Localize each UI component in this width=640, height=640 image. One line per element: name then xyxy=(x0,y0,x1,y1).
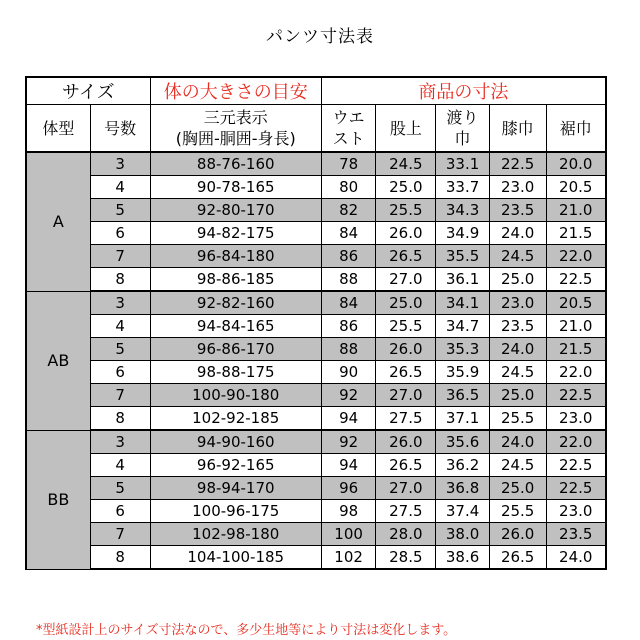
thigh-width-cell: 38.6 xyxy=(436,546,490,570)
rise-cell: 27.0 xyxy=(376,477,436,500)
waist-cell: 86 xyxy=(321,315,376,338)
rise-cell: 25.5 xyxy=(376,199,436,222)
waist-header xyxy=(321,105,376,153)
waist-cell: 92 xyxy=(321,384,376,407)
table-row xyxy=(26,199,606,222)
rise-cell: 27.5 xyxy=(376,407,436,431)
number-cell: 6 xyxy=(90,361,150,384)
thigh-width-cell: 36.2 xyxy=(436,454,490,477)
sangen-cell: 102-92-185 xyxy=(150,407,321,431)
number-cell: 3 xyxy=(90,152,150,176)
thigh-width-cell: 36.1 xyxy=(436,268,490,292)
waist-cell: 82 xyxy=(321,199,376,222)
waist-cell: 98 xyxy=(321,500,376,523)
hem-width-cell: 22.0 xyxy=(546,430,606,454)
thigh-width-cell: 34.1 xyxy=(436,291,490,315)
table-row xyxy=(26,546,606,570)
knee-width-cell: 25.0 xyxy=(489,477,546,500)
thigh-width-cell: 34.7 xyxy=(436,315,490,338)
table-row xyxy=(26,477,606,500)
waist-cell: 90 xyxy=(321,361,376,384)
hem-width-cell: 20.5 xyxy=(546,291,606,315)
waist-cell: 94 xyxy=(321,407,376,431)
thigh-width-cell: 36.5 xyxy=(436,384,490,407)
waist-cell: 92 xyxy=(321,430,376,454)
footnote: *型紙設計上のサイズ寸法なので、多少生地等により寸法は変化します。 xyxy=(36,623,457,638)
hem-width-cell: 22.5 xyxy=(546,454,606,477)
number-cell: 8 xyxy=(90,546,150,570)
hem-width-cell: 21.0 xyxy=(546,315,606,338)
thigh-width-cell: 37.4 xyxy=(436,500,490,523)
number-cell: 6 xyxy=(90,500,150,523)
thigh-width-cell: 35.5 xyxy=(436,245,490,268)
table-row xyxy=(26,176,606,199)
hem-width-cell: 23.0 xyxy=(546,500,606,523)
thigh-width-cell: 33.7 xyxy=(436,176,490,199)
table-row xyxy=(26,245,606,268)
waist-cell: 102 xyxy=(321,546,376,570)
sangen-cell: 88-76-160 xyxy=(150,152,321,176)
body-type-cell: A xyxy=(26,152,90,291)
rise-cell: 26.0 xyxy=(376,222,436,245)
rise-cell: 27.0 xyxy=(376,384,436,407)
sangen-cell: 92-82-160 xyxy=(150,291,321,315)
rise-cell: 28.0 xyxy=(376,523,436,546)
sangen-cell: 94-90-160 xyxy=(150,430,321,454)
waist-header-line1: ウエ xyxy=(332,108,365,127)
knee-width-cell: 23.5 xyxy=(489,315,546,338)
table-row xyxy=(26,430,606,454)
hem-width-cell: 20.0 xyxy=(546,152,606,176)
waist-header-line2: スト xyxy=(332,129,365,148)
number-cell: 4 xyxy=(90,176,150,199)
sangen-cell: 98-86-185 xyxy=(150,268,321,292)
knee-width-cell: 24.0 xyxy=(489,222,546,245)
thigh-width-cell: 35.6 xyxy=(436,430,490,454)
body-type-cell: BB xyxy=(26,430,90,569)
number-cell: 5 xyxy=(90,477,150,500)
number-cell: 7 xyxy=(90,523,150,546)
thigh-width-header-line1: 渡り xyxy=(446,108,479,127)
thigh-width-cell: 37.1 xyxy=(436,407,490,431)
knee-width-cell: 23.0 xyxy=(489,176,546,199)
rise-cell: 26.0 xyxy=(376,338,436,361)
hem-width-cell: 21.5 xyxy=(546,222,606,245)
number-cell: 8 xyxy=(90,407,150,431)
knee-width-cell: 26.5 xyxy=(489,546,546,570)
sangen-cell: 90-78-165 xyxy=(150,176,321,199)
rise-cell: 28.5 xyxy=(376,546,436,570)
waist-cell: 88 xyxy=(321,268,376,292)
table-row xyxy=(26,315,606,338)
sangen-cell: 100-96-175 xyxy=(150,500,321,523)
sangen-cell: 94-84-165 xyxy=(150,315,321,338)
pants-size-table xyxy=(25,76,607,570)
sangen-header xyxy=(150,105,321,153)
table-row xyxy=(26,291,606,315)
table-row xyxy=(26,523,606,546)
sangen-cell: 96-86-170 xyxy=(150,338,321,361)
product-dims-header: 商品の寸法 xyxy=(321,77,606,105)
body-guide-header: 体の大きさの目安 xyxy=(150,77,321,105)
thigh-width-header-line2: 巾 xyxy=(454,129,471,148)
sangen-cell: 98-88-175 xyxy=(150,361,321,384)
hem-width-cell: 22.5 xyxy=(546,477,606,500)
sangen-cell: 94-82-175 xyxy=(150,222,321,245)
number-cell: 6 xyxy=(90,222,150,245)
hem-width-cell: 23.0 xyxy=(546,407,606,431)
sangen-cell: 96-84-180 xyxy=(150,245,321,268)
thigh-width-cell: 35.9 xyxy=(436,361,490,384)
rise-cell: 26.5 xyxy=(376,361,436,384)
sangen-cell: 102-98-180 xyxy=(150,523,321,546)
rise-cell: 25.0 xyxy=(376,176,436,199)
knee-width-header: 膝巾 xyxy=(489,105,546,153)
table-row xyxy=(26,268,606,292)
knee-width-cell: 24.5 xyxy=(489,245,546,268)
number-cell: 7 xyxy=(90,245,150,268)
thigh-width-cell: 34.3 xyxy=(436,199,490,222)
sangen-cell: 104-100-185 xyxy=(150,546,321,570)
number-cell: 5 xyxy=(90,338,150,361)
hem-width-cell: 20.5 xyxy=(546,176,606,199)
knee-width-cell: 24.0 xyxy=(489,430,546,454)
sangen-cell: 92-80-170 xyxy=(150,199,321,222)
rise-cell: 26.5 xyxy=(376,245,436,268)
rise-cell: 27.0 xyxy=(376,268,436,292)
table-row xyxy=(26,338,606,361)
rise-cell: 27.5 xyxy=(376,500,436,523)
hem-width-cell: 24.0 xyxy=(546,546,606,570)
rise-cell: 26.0 xyxy=(376,430,436,454)
hem-width-cell: 22.5 xyxy=(546,268,606,292)
table-row xyxy=(26,500,606,523)
waist-cell: 86 xyxy=(321,245,376,268)
knee-width-cell: 23.5 xyxy=(489,199,546,222)
table-row xyxy=(26,361,606,384)
body-type-header: 体型 xyxy=(26,105,90,153)
hem-width-cell: 22.5 xyxy=(546,384,606,407)
rise-header: 股上 xyxy=(376,105,436,153)
sangen-cell: 100-90-180 xyxy=(150,384,321,407)
hem-width-cell: 22.0 xyxy=(546,245,606,268)
number-cell: 3 xyxy=(90,291,150,315)
number-cell: 7 xyxy=(90,384,150,407)
knee-width-cell: 25.5 xyxy=(489,407,546,431)
knee-width-cell: 24.0 xyxy=(489,338,546,361)
table-row xyxy=(26,407,606,431)
size-header: サイズ xyxy=(26,77,150,105)
thigh-width-cell: 36.8 xyxy=(436,477,490,500)
knee-width-cell: 25.0 xyxy=(489,384,546,407)
number-cell: 5 xyxy=(90,199,150,222)
knee-width-cell: 24.5 xyxy=(489,361,546,384)
waist-cell: 84 xyxy=(321,291,376,315)
waist-cell: 94 xyxy=(321,454,376,477)
thigh-width-header xyxy=(436,105,490,153)
table-row xyxy=(26,384,606,407)
waist-cell: 78 xyxy=(321,152,376,176)
rise-cell: 25.5 xyxy=(376,315,436,338)
table-row xyxy=(26,222,606,245)
hem-width-cell: 23.5 xyxy=(546,523,606,546)
waist-cell: 84 xyxy=(321,222,376,245)
rise-cell: 25.0 xyxy=(376,291,436,315)
waist-cell: 80 xyxy=(321,176,376,199)
page-title: パンツ寸法表 xyxy=(266,27,374,47)
knee-width-cell: 25.0 xyxy=(489,268,546,292)
knee-width-cell: 24.5 xyxy=(489,454,546,477)
waist-cell: 100 xyxy=(321,523,376,546)
thigh-width-cell: 38.0 xyxy=(436,523,490,546)
hem-width-cell: 21.5 xyxy=(546,338,606,361)
thigh-width-cell: 35.3 xyxy=(436,338,490,361)
knee-width-cell: 25.5 xyxy=(489,500,546,523)
number-cell: 4 xyxy=(90,454,150,477)
sangen-cell: 96-92-165 xyxy=(150,454,321,477)
waist-cell: 88 xyxy=(321,338,376,361)
number-cell: 8 xyxy=(90,268,150,292)
sangen-cell: 98-94-170 xyxy=(150,477,321,500)
waist-cell: 96 xyxy=(321,477,376,500)
thigh-width-cell: 34.9 xyxy=(436,222,490,245)
hem-width-cell: 22.0 xyxy=(546,361,606,384)
number-cell: 4 xyxy=(90,315,150,338)
rise-cell: 26.5 xyxy=(376,454,436,477)
table-row xyxy=(26,454,606,477)
knee-width-cell: 22.5 xyxy=(489,152,546,176)
sangen-header-line2: (胸囲-胴囲-身長) xyxy=(175,129,296,148)
number-cell: 3 xyxy=(90,430,150,454)
number-header: 号数 xyxy=(90,105,150,153)
thigh-width-cell: 33.1 xyxy=(436,152,490,176)
body-type-cell: AB xyxy=(26,291,90,430)
table-row xyxy=(26,152,606,176)
hem-width-header: 裾巾 xyxy=(546,105,606,153)
rise-cell: 24.5 xyxy=(376,152,436,176)
hem-width-cell: 21.0 xyxy=(546,199,606,222)
sangen-header-line1: 三元表示 xyxy=(203,108,268,127)
knee-width-cell: 26.0 xyxy=(489,523,546,546)
knee-width-cell: 23.0 xyxy=(489,291,546,315)
